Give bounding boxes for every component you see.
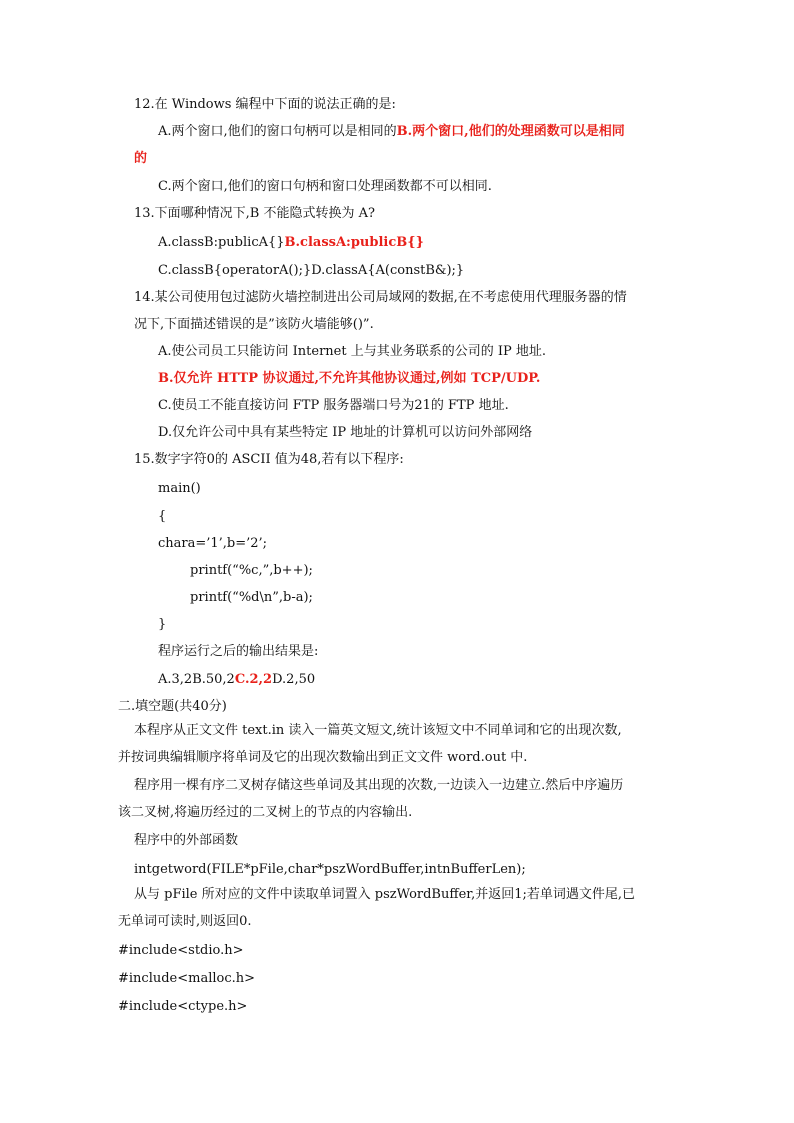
q14-stem-line1: 14.某公司使用包过滤防火墙控制进出公司局域网的数据,在不考虑使用代理服务器的情 [134,290,627,305]
q12-option-b-answer: B.两个窗口,他们的处理函数可以是相同 [396,124,625,139]
q12-option-c: C.两个窗口,他们的窗口句柄和窗口处理函数都不可以相同. [158,179,492,194]
section2-p2-line2: 该二叉树,将遍历经过的二叉树上的节点的内容输出. [118,805,413,820]
q12-option-a: A.两个窗口,他们的窗口句柄可以是相同的 [158,124,397,139]
include-line: #include<ctype.h> [118,999,248,1014]
q13-option-a: A.classB:publicA{} [158,235,285,250]
q15-code-line: main() [158,481,201,496]
q14-stem-line2: 况下,下面描述错误的是”该防火墙能够()”. [134,317,374,332]
q13-option-c-d: C.classB{operatorA();}D.classA{A(constB&);} [158,263,465,278]
q14-option-a: A.使公司员工只能访问 Internet 上与其业务联系的公司的 IP 地址. [158,344,546,359]
q12-stem: 12.在 Windows 编程中下面的说法正确的是: [134,97,396,112]
q12-option-a-b [158,123,625,141]
q14-option-b-answer: B.仅允许 HTTP 协议通过,不允许其他协议通过,例如 TCP/UDP. [158,371,541,386]
q13-option-b-answer: B.classA:publicB{} [284,235,424,250]
q15-code-line: printf(“%c,”,b++); [190,563,313,578]
q14-option-d: D.仅允许公司中具有某些特定 IP 地址的计算机可以访问外部网络 [158,425,533,440]
include-line: #include<malloc.h> [118,971,256,986]
q13-stem: 13.下面哪种情况下,B 不能隐式转换为 A? [134,206,375,221]
q15-option-d: D.2,50 [272,672,316,687]
section2-heading: 二.填空题(共40分) [118,699,227,714]
section2-p1-line1: 本程序从正文文件 text.in 读入一篇英文短文,统计该短文中不同单词和它的出现次数, [134,723,622,738]
q15-stem: 15.数字字符0的 ASCII 值为48,若有以下程序: [134,452,404,467]
section2-p2-line1: 程序用一棵有序二叉树存储这些单词及其出现的次数,一边读入一边建立.然后中序遍历 [134,778,624,793]
section2-p4-line1: 从与 pFile 所对应的文件中读取单词置入 pszWordBuffer,并返回1;若单词遇文件尾,已 [134,887,635,902]
q15-code-line: chara=’1’,b=’2’; [158,536,268,551]
q15-options [158,671,315,689]
q15-code-line: printf(“%d\n”,b-a); [190,590,313,605]
q15-code-line: { [158,509,167,524]
include-line: #include<stdio.h> [118,943,244,958]
q13-option-a-b [158,234,424,252]
section2-p1-line2: 并按词典编辑顺序将单词及它的出现次数输出到正文文件 word.out 中. [118,750,528,765]
q15-result-label: 程序运行之后的输出结果是: [158,644,319,659]
q14-option-c: C.使员工不能直接访问 FTP 服务器端口号为21的 FTP 地址. [158,398,509,413]
section2-p4-line2: 无单词可读时,则返回0. [118,914,252,929]
q12-option-b-continued: 的 [134,151,148,166]
section2-function-signature: intgetword(FILE*pFile,char*pszWordBuffer,intnBufferLen); [134,862,526,877]
q15-option-c-answer: C.2,2 [234,672,273,687]
section2-p3: 程序中的外部函数 [134,833,239,848]
q15-code-line: } [158,617,167,632]
q15-options-ab: A.3,2B.50,2 [158,672,235,687]
